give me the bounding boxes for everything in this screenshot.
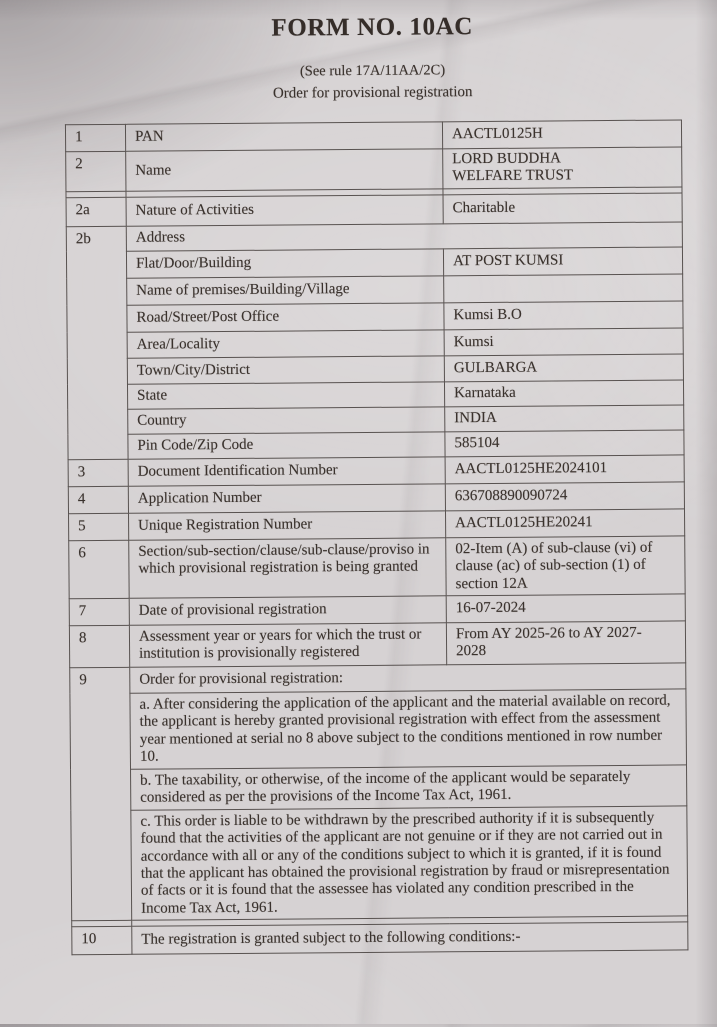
row-value-cell: 585104 <box>445 430 684 457</box>
row-value-cell: 16-07-2024 <box>446 594 685 623</box>
row-number-cell: 5 <box>69 513 129 540</box>
assessment-years-value: From AY 2025-26 to AY 2027-2028 <box>455 624 642 660</box>
table-row-name <box>66 147 682 192</box>
table-row-order-clause-c <box>71 806 688 921</box>
name-value: LORD BUDDHA WELFARE TRUST <box>452 150 574 185</box>
address-header-cell: Address <box>126 222 682 251</box>
row-value-cell: Kumsi <box>444 328 683 356</box>
row-label-cell: Unique Registration Number <box>129 511 446 540</box>
row-label-cell: Road/Street/Post Office <box>127 303 444 332</box>
row-label-cell: State <box>127 382 444 409</box>
row-value-cell: Charitable <box>443 193 682 224</box>
row-label-cell: Section/sub-section/clause/sub-clause/proviso in which provisional registration is being granted <box>129 538 446 599</box>
order-clause-a: a. After considering the application of the applicant and the material available on record, the applicant is hereby granted provisional registration with effect from the assessment year mentioned at serial no 8 above subject to the conditions mentioned in row number 10. <box>130 689 687 769</box>
form-rule-reference: (See rule 17A/11AA/2C) <box>299 62 446 80</box>
row-number-cell: 2a <box>66 197 126 226</box>
order-clause-b: b. The taxability, or otherwise, of the income of the applicant would be separately considered as per the provisions of the Income Tax Act, 1961. <box>131 765 687 810</box>
row-label-cell: PAN <box>125 122 442 151</box>
row-value-cell: AACTL0125HE20241 <box>445 509 684 538</box>
row-number-cell: 4 <box>68 486 128 513</box>
row-label-cell: Application Number <box>128 484 445 513</box>
row-number-cell: 3 <box>68 459 128 486</box>
table-row-assessment-years <box>69 621 685 668</box>
form-title: FORM NO. 10AC <box>271 13 474 42</box>
table-row-conditions <box>72 922 688 955</box>
row-value-cell: Karnataka <box>444 380 683 407</box>
row-value-cell: 636708890090724 <box>445 482 684 511</box>
table-row-order-clause-b <box>71 765 687 811</box>
row-number-cell: 7 <box>69 598 129 625</box>
table-row-order-clause-a <box>70 689 687 770</box>
row-value-cell <box>443 147 682 189</box>
row-number-cell: 8 <box>69 625 129 667</box>
row-value-cell: 02-Item (A) of sub-clause (vi) of clause (ac) of sub-section (1) of section 12A <box>446 536 685 596</box>
row-label-cell: Pin Code/Zip Code <box>128 432 445 459</box>
row-value-cell: AACTL0125HE2024101 <box>445 455 684 484</box>
row-value-cell: AT POST KUMSI <box>443 247 682 276</box>
document-header <box>64 11 681 104</box>
row-label-cell: Area/Locality <box>127 330 444 358</box>
row-number-cell: 6 <box>69 540 129 599</box>
conditions-cell: The registration is granted subject to the following conditions:- <box>132 922 688 954</box>
row-label-cell: Nature of Activities <box>126 195 443 226</box>
row-number-cell: 9 <box>70 667 132 921</box>
table-row-section <box>69 536 685 599</box>
row-number-cell: 10 <box>72 926 132 954</box>
row-value-cell: INDIA <box>445 405 684 432</box>
row-value-cell <box>444 274 683 303</box>
row-value-cell: GULBARGA <box>444 354 683 382</box>
registration-details-table <box>65 119 689 955</box>
row-label-cell: Assessment year or years for which the trust or institution is provisionally registered <box>129 623 446 667</box>
row-label-cell: Town/City/District <box>127 356 444 384</box>
row-number-cell: 2 <box>66 151 126 191</box>
form-order-subtitle: Order for provisional registration <box>272 84 473 102</box>
row-number-cell: 1 <box>65 124 125 151</box>
row-label-cell: Date of provisional registration <box>129 596 446 625</box>
row-value-cell <box>446 621 685 665</box>
row-label-cell: Country <box>128 407 445 434</box>
order-clause-c: c. This order is liable to be withdrawn by the prescribed authority if it is subsequently found that the activities of the applicant are not genuine or if they are not carried out in accordance with all or any of the conditions subject to which it is granted, if it is found that the applicant has obtained the provisional registration by fraud or misrepresentation of facts or it is found that the assessee has violated any condition prescribed in the Income Tax Act, 1961. <box>131 806 688 921</box>
row-value-cell: AACTL0125H <box>442 120 681 149</box>
row-label-cell: Name of premises/Building/Village <box>127 276 444 305</box>
row-number-cell: 2b <box>66 226 128 459</box>
row-label-cell: Name <box>126 149 443 191</box>
row-value-cell: Kumsi B.O <box>444 301 683 330</box>
row-label-cell: Document Identification Number <box>128 457 445 486</box>
row-label-cell: Flat/Door/Building <box>126 249 443 278</box>
order-header-cell: Order for provisional registration: <box>130 663 686 693</box>
